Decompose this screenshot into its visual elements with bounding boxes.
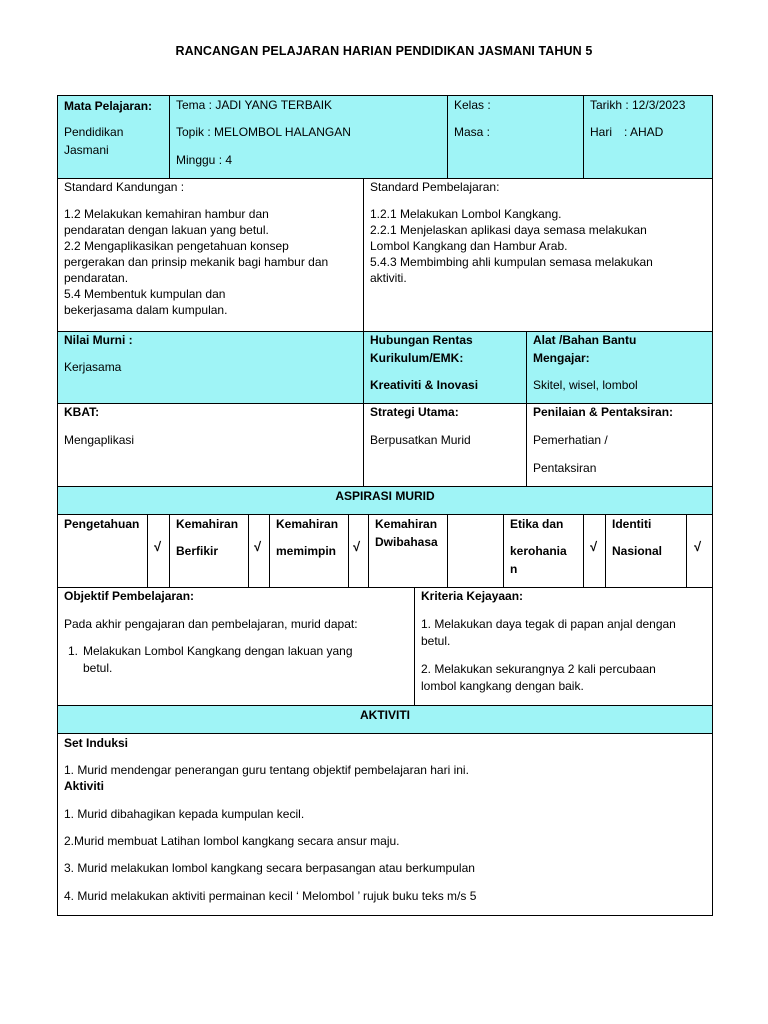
aspirasi-label: Etika dan — [510, 517, 564, 531]
aspirasi-tick-cell-empty — [447, 514, 504, 588]
mata-pelajaran-cell — [57, 95, 170, 179]
mata-pelajaran-label: Mata Pelajaran: — [64, 99, 153, 113]
alat-bahan-cell — [526, 331, 713, 404]
aspirasi-item-memimpin — [269, 514, 349, 588]
aspirasi-label: kerohania — [510, 544, 567, 558]
kandungan-line: pergerakan dan prinsip mekanik bagi hambur dan — [64, 255, 329, 269]
aspirasi-label: Kemahiran — [375, 517, 438, 531]
aspirasi-label: Kemahiran — [176, 517, 239, 531]
tick-icon: √ — [154, 539, 162, 554]
kbat-cell — [57, 403, 364, 487]
penilaian-value-2: Pentaksiran — [533, 461, 597, 475]
aspirasi-header-text: ASPIRASI MURID — [335, 489, 435, 503]
aktiviti-item: 2.Murid membuat Latihan lombol kangkang secara ansur maju. — [64, 834, 400, 848]
nilai-murni-cell — [57, 331, 364, 404]
aspirasi-tick-cell — [248, 514, 270, 588]
penilaian-cell — [526, 403, 713, 487]
kandungan-line: 5.4 Membentuk kumpulan dan — [64, 287, 226, 301]
minggu: Minggu : 4 — [176, 153, 233, 167]
tarikh-hari-cell — [583, 95, 713, 179]
nilai-murni-value: Kerjasama — [64, 360, 122, 374]
penilaian-value-1: Pemerhatian / — [533, 433, 608, 447]
kriteria-2a: 2. Melakukan sekurangnya 2 kali percubaan — [421, 662, 656, 676]
hubungan-rentas-cell — [363, 331, 527, 404]
kandungan-line: pendaratan. — [64, 271, 129, 285]
aspirasi-item-etika — [503, 514, 584, 588]
nilai-murni-label: Nilai Murni : — [64, 333, 133, 347]
objektif-item-1b: betul. — [83, 661, 113, 675]
kandungan-line: bekerjasama dalam kumpulan. — [64, 303, 228, 317]
tarikh: Tarikh : 12/3/2023 — [590, 98, 686, 112]
aspirasi-item-berfikir — [169, 514, 249, 588]
kbat-label: KBAT: — [64, 405, 100, 419]
aspirasi-label: memimpin — [276, 544, 337, 558]
aspirasi-tick-cell — [348, 514, 369, 588]
pembelajaran-line: aktiviti. — [370, 271, 407, 285]
aktiviti-body — [57, 733, 713, 916]
mata-pelajaran-value-1: Pendidikan — [64, 125, 124, 139]
hubungan-label-2: Kurikulum/EMK: — [370, 351, 464, 365]
kriteria-label: Kriteria Kejayaan: — [421, 589, 524, 603]
aspirasi-tick-cell — [686, 514, 713, 588]
objektif-label: Objektif Pembelajaran: — [64, 589, 195, 603]
strategi-value: Berpusatkan Murid — [370, 433, 471, 447]
pembelajaran-line: 5.4.3 Membimbing ahli kumpulan semasa melakukan — [370, 255, 653, 269]
aktiviti-item: 1. Murid dibahagikan kepada kumpulan kecil. — [64, 807, 305, 821]
hubungan-label-1: Hubungan Rentas — [370, 333, 473, 347]
aspirasi-label: Nasional — [612, 544, 663, 558]
aspirasi-label: n — [510, 562, 518, 576]
aspirasi-tick-cell — [583, 514, 606, 588]
set-induksi-label: Set Induksi — [64, 736, 129, 750]
aspirasi-label: Dwibahasa — [375, 535, 438, 549]
alat-label-1: Alat /Bahan Bantu — [533, 333, 637, 347]
strategi-label: Strategi Utama: — [370, 405, 459, 419]
alat-value: Skitel, wisel, lombol — [533, 378, 638, 392]
objektif-item-number: 1. — [68, 644, 79, 658]
tick-icon: √ — [694, 539, 702, 554]
standard-kandungan-cell — [57, 178, 364, 332]
standard-pembelajaran-cell — [363, 178, 713, 332]
masa: Masa : — [454, 125, 491, 139]
pembelajaran-line: 2.2.1 Menjelaskan aplikasi daya semasa melakukan — [370, 223, 647, 237]
kriteria-cell — [414, 587, 713, 706]
objektif-cell — [57, 587, 415, 706]
aspirasi-label: Kemahiran — [276, 517, 339, 531]
strategi-cell — [363, 403, 527, 487]
set-induksi-item: 1. Murid mendengar penerangan guru tentang objektif pembelajaran hari ini. — [64, 763, 469, 777]
aspirasi-header — [57, 486, 713, 515]
aspirasi-label: Pengetahuan — [64, 517, 140, 531]
tick-icon: √ — [254, 539, 262, 554]
aspirasi-tick-cell — [147, 514, 170, 588]
mata-pelajaran-value-2: Jasmani — [64, 143, 109, 157]
tema: Tema : JADI YANG TERBAIK — [176, 98, 333, 112]
tick-icon: √ — [590, 539, 598, 554]
alat-label-2: Mengajar: — [533, 351, 590, 365]
standard-pembelajaran-label: Standard Pembelajaran: — [370, 180, 500, 194]
kriteria-2b: lombol kangkang dengan baik. — [421, 679, 584, 693]
tema-topik-cell — [169, 95, 448, 179]
aspirasi-label: Identiti — [612, 517, 652, 531]
topik: Topik : MELOMBOL HALANGAN — [176, 125, 351, 139]
aspirasi-item-identiti — [605, 514, 687, 588]
hari-label: Hari — [590, 125, 613, 139]
hubungan-value: Kreativiti & Inovasi — [370, 378, 479, 392]
standard-kandungan-list — [64, 206, 364, 318]
penilaian-label: Penilaian & Pentaksiran: — [533, 405, 674, 419]
page-title: RANCANGAN PELAJARAN HARIAN PENDIDIKAN JASMANI TAHUN 5 — [175, 44, 593, 58]
aktiviti-item: 3. Murid melakukan lombol kangkang secara berpasangan atau berkumpulan — [64, 861, 475, 875]
kandungan-line: pendaratan dengan lakuan yang betul. — [64, 223, 269, 237]
aktiviti-header-text: AKTIVITI — [360, 708, 410, 722]
kriteria-1b: betul. — [421, 634, 451, 648]
objektif-intro: Pada akhir pengajaran dan pembelajaran, murid dapat: — [64, 617, 358, 631]
objektif-item-1a: Melakukan Lombol Kangkang dengan lakuan yang — [83, 644, 353, 658]
aspirasi-label: Berfikir — [176, 544, 219, 558]
tick-icon: √ — [353, 539, 361, 554]
aspirasi-item-pengetahuan — [57, 514, 148, 588]
aktiviti-item: 4. Murid melakukan aktiviti permainan kecil ‘ Melombol ’ rujuk buku teks m/s 5 — [64, 889, 477, 903]
aktiviti-header — [57, 705, 713, 734]
pembelajaran-line: Lombol Kangkang dan Hambur Arab. — [370, 239, 568, 253]
kriteria-1a: 1. Melakukan daya tegak di papan anjal dengan — [421, 617, 676, 631]
aktiviti-label: Aktiviti — [64, 779, 105, 793]
kandungan-line: 1.2 Melakukan kemahiran hambur dan — [64, 207, 269, 221]
standard-kandungan-label: Standard Kandungan : — [64, 180, 185, 194]
hari-value: : AHAD — [624, 125, 664, 139]
kelas: Kelas : — [454, 98, 491, 112]
kelas-masa-cell — [447, 95, 584, 179]
standard-pembelajaran-list — [370, 206, 710, 286]
pembelajaran-line: 1.2.1 Melakukan Lombol Kangkang. — [370, 207, 562, 221]
kbat-value: Mengaplikasi — [64, 433, 135, 447]
kandungan-line: 2.2 Mengaplikasikan pengetahuan konsep — [64, 239, 289, 253]
aspirasi-item-dwibahasa — [368, 514, 448, 588]
